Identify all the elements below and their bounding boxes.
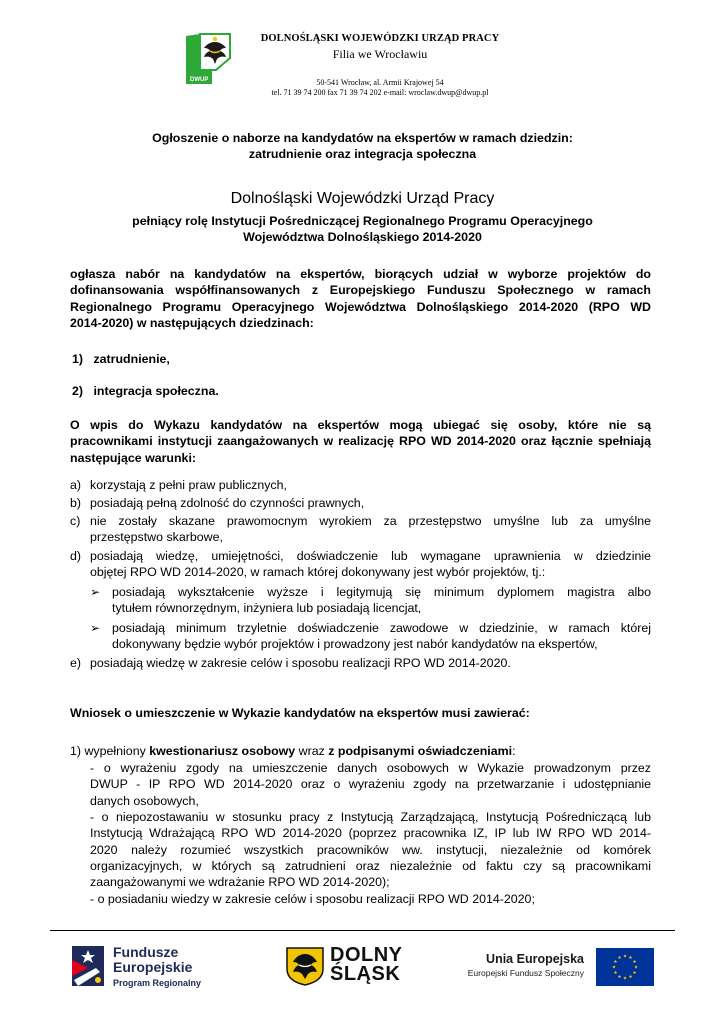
role-subtitle xyxy=(70,213,655,246)
condition-label: b) xyxy=(70,496,82,510)
contact-info: tel. 71 39 74 200 fax 71 39 74 202 e-mail: wroclaw.dwup@dwup.pl xyxy=(271,88,489,97)
sub-condition-line: dokonywany będzie wybór projektów i prowadzony jest nabór kandydatów na ekspertów, xyxy=(112,637,598,652)
announcement-title xyxy=(70,130,655,163)
sub-condition-item xyxy=(90,584,651,617)
declaration-line: 2020 należy rozumieć wszystkich pracowników ww. instytucji, niezależnie od komórek xyxy=(90,842,651,857)
sub-condition-line: posiadają wykształcenie wyższe i legitymują się minimum dyplomem magistra albo xyxy=(112,585,651,599)
declaration-line: Instytucją Wdrażającą RPO WD 2014-2020 (poprzez pracownika IZ, IP lub IW RPO WD 2014- xyxy=(90,826,651,841)
announcement-title-line: zatrudnienie oraz integracja społeczna xyxy=(248,147,477,162)
announcement-title-line: Ogłoszenie o naborze na kandydatów na ekspertów w ramach dziedzin: xyxy=(152,131,573,145)
condition-label: d) xyxy=(70,549,82,563)
intro-line: 2014-2020) w następujących dziedzinach: xyxy=(70,315,314,330)
requirements-line: pracownikami instytucji zaangażowanych w realizację RPO WD 2014-2020 oraz łącznie spełniają xyxy=(70,434,651,449)
condition-item xyxy=(70,477,651,493)
footer-divider xyxy=(50,930,675,931)
item-text-bold: kwestionariusz osobowy xyxy=(149,744,296,758)
address: 50-541 Wrocław, al. Armii Krajowej 54 xyxy=(316,78,444,87)
org-name: DOLNOŚLĄSKI WOJEWÓDZKI URZĄD PRACY xyxy=(260,33,500,44)
application-heading: Wniosek o umieszczenie w Wykazie kandydatów na ekspertów musi zawierać: xyxy=(70,706,530,720)
condition-item xyxy=(70,548,651,581)
requirements-line: O wpis do Wykazu kandydatów na ekspertów mogą ubiegać się osoby, które nie są xyxy=(70,418,651,432)
intro-paragraph xyxy=(70,266,651,331)
item-text: wraz xyxy=(295,744,329,758)
declaration-line: - o niepozostawaniu w stosunku pracy z Instytucją Zarządzającą, Instytucją Pośredniczącą lub xyxy=(90,810,651,824)
condition-line: posiadają wiedzę, umiejętności, doświadczenie lub wymagane uprawnienia w dziedzinie xyxy=(90,549,651,563)
condition-line: przestępstwo skarbowe, xyxy=(90,530,223,545)
intro-line: Regionalnego Programu Operacyjnego Województwa Dolnośląskiego 2014-2020 (RPO WD xyxy=(70,299,651,314)
dwup-logo-text: DWUP xyxy=(190,77,209,83)
declaration-line: - o wyrażeniu zgody na umieszczenie danych osobowych w Wykazie prowadzonym przez xyxy=(90,761,651,775)
field-text: integracja społeczna. xyxy=(93,384,219,398)
arrow-bullet-icon: ➢ xyxy=(90,621,101,635)
fe-line3: Program Regionalny xyxy=(113,978,202,988)
declaration-line: danych osobowych, xyxy=(90,793,199,808)
declaration-line: - o posiadaniu wiedzy w zakresie celów i sposobu realizacji RPO WD 2014-2020; xyxy=(90,892,535,906)
condition-line: nie zostały skazane prawomocnym wyrokiem za przestępstwo umyślne lub za umyślne xyxy=(90,514,651,528)
condition-item xyxy=(70,655,651,671)
arrow-bullet-icon: ➢ xyxy=(90,585,101,599)
declaration-item xyxy=(90,891,651,907)
sub-condition-item xyxy=(90,620,651,653)
declaration-item xyxy=(90,809,651,890)
fe-line1: Fundusze xyxy=(113,944,179,960)
fe-line2: Europejskie xyxy=(113,959,193,975)
declaration-line: organizacyjnych, w których są zatrudnieni oraz niezależnie od faktu czy są pracownikami xyxy=(90,858,651,873)
ds-line2: ŚLĄSK xyxy=(330,963,401,985)
application-item xyxy=(70,743,651,759)
condition-label: a) xyxy=(70,478,82,492)
item-label: 1) xyxy=(70,744,82,758)
declaration-item xyxy=(90,760,651,809)
field-text: zatrudnienie, xyxy=(93,352,170,366)
ue-line1: Unia Europejska xyxy=(486,952,584,966)
item-text: : xyxy=(512,744,516,758)
field-label: 1) xyxy=(72,352,84,366)
item-text-bold: z podpisanymi oświadczeniami xyxy=(328,744,513,758)
condition-item xyxy=(70,513,651,546)
field-item xyxy=(72,383,472,399)
letterhead xyxy=(200,33,560,97)
dolny-slask-text xyxy=(330,946,403,984)
requirements-line: następujące warunki: xyxy=(70,450,197,465)
requirements-heading xyxy=(70,417,651,466)
condition-item xyxy=(70,495,651,511)
branch-name: Filia we Wrocławiu xyxy=(332,47,428,61)
ue-line2: Europejski Fundusz Społeczny xyxy=(467,968,584,978)
field-item xyxy=(72,351,472,367)
sub-condition-line: tytułem równorzędnym, inżyniera lub posiadają licencjat, xyxy=(112,601,422,616)
condition-line: korzystają z pełni praw publicznych, xyxy=(90,478,287,492)
declaration-line: zaangażowanymi we wdrażanie RPO WD 2014-2020); xyxy=(90,875,390,890)
declaration-line: DWUP - IP RPO WD 2014-2020 oraz o wyrażeniu zgody na przetwarzanie i udostępnianie xyxy=(90,777,651,792)
sub-condition-line: posiadają minimum trzyletnie doświadczenie zawodowe w dziedzinie, w ramach której xyxy=(112,621,651,635)
fundusze-europejskie-logo-icon xyxy=(70,940,110,990)
intro-line: dofinansowania współfinansowanych z Europejskiego Funduszu Społecznego w ramach xyxy=(70,283,651,298)
unia-europejska-text xyxy=(468,952,584,978)
role-subtitle-line: Województwa Dolnośląskiego 2014-2020 xyxy=(243,230,482,245)
page-title: Dolnośląski Wojewódzki Urząd Pracy xyxy=(230,190,495,207)
condition-label: e) xyxy=(70,656,82,670)
field-label: 2) xyxy=(72,384,84,398)
condition-label: c) xyxy=(70,514,81,528)
role-subtitle-line: pełniący rolę Instytucji Pośredniczącej Regionalnego Programu Operacyjnego xyxy=(132,214,593,228)
condition-line: posiadają pełną zdolność do czynności prawnych, xyxy=(90,496,365,510)
fundusze-europejskie-text xyxy=(113,945,201,988)
intro-line: ogłasza nabór na kandydatów na ekspertów, biorących udział w wyborze projektów do xyxy=(70,267,651,281)
dolny-slask-crest-icon xyxy=(284,945,326,987)
eu-flag-icon xyxy=(596,948,654,986)
condition-line: objętej RPO WD 2014-2020, w ramach której dokonywany jest wybór projektów, tj.: xyxy=(90,565,546,580)
item-text: wypełniony xyxy=(84,744,150,758)
condition-line: posiadają wiedzę w zakresie celów i sposobu realizacji RPO WD 2014-2020. xyxy=(90,656,511,670)
ds-line1: DOLNY xyxy=(330,944,403,966)
